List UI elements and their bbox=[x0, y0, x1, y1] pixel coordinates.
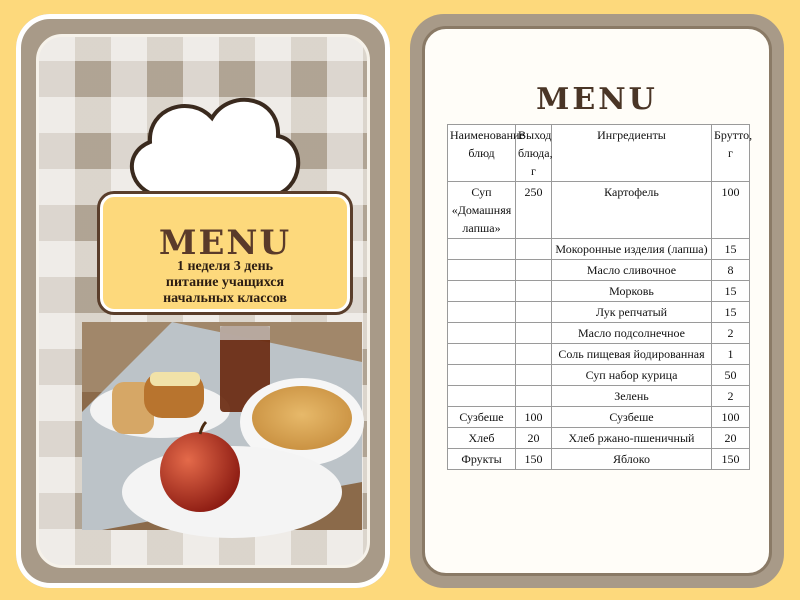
cell-ingredient: Лук репчатый bbox=[552, 302, 712, 323]
cell-yield bbox=[516, 323, 552, 344]
cell-gross: 2 bbox=[712, 386, 750, 407]
cell-ingredient: Сузбеше bbox=[552, 407, 712, 428]
cell-ingredient: Масло сливочное bbox=[552, 260, 712, 281]
table-row bbox=[448, 182, 750, 239]
header-yield: Выход блюда, г bbox=[516, 125, 552, 182]
cover-subtitle-students: питание учащихся bbox=[165, 275, 285, 290]
header-dish: Наименование блюд bbox=[448, 125, 516, 182]
cell-ingredient: Морковь bbox=[552, 281, 712, 302]
table-row bbox=[448, 239, 750, 260]
cell-gross: 100 bbox=[712, 182, 750, 239]
cell-yield: 20 bbox=[516, 428, 552, 449]
cover-subtitle-classes: начальных классов bbox=[163, 291, 287, 306]
cell-gross: 15 bbox=[712, 281, 750, 302]
cell-dish: Сузбеше bbox=[448, 407, 516, 428]
cell-dish bbox=[448, 281, 516, 302]
cell-yield: 150 bbox=[516, 449, 552, 470]
cell-yield: 250 bbox=[516, 182, 552, 239]
cell-gross: 8 bbox=[712, 260, 750, 281]
menu-table bbox=[447, 124, 753, 470]
cell-dish bbox=[448, 323, 516, 344]
cell-dish bbox=[448, 386, 516, 407]
table-row bbox=[448, 386, 750, 407]
cell-ingredient: Яблоко bbox=[552, 449, 712, 470]
cell-gross: 2 bbox=[712, 323, 750, 344]
left-menu-cover bbox=[16, 14, 390, 588]
cell-ingredient: Зелень bbox=[552, 386, 712, 407]
table-header-row bbox=[448, 125, 750, 182]
cell-gross: 1 bbox=[712, 344, 750, 365]
cell-gross: 15 bbox=[712, 302, 750, 323]
table-row bbox=[448, 365, 750, 386]
table-row bbox=[448, 260, 750, 281]
cell-ingredient: Масло подсолнечное bbox=[552, 323, 712, 344]
cell-gross: 100 bbox=[712, 407, 750, 428]
table-row bbox=[448, 428, 750, 449]
cell-ingredient: Мокоронные изделия (лапша) bbox=[552, 239, 712, 260]
table-row bbox=[448, 323, 750, 344]
cell-dish bbox=[448, 302, 516, 323]
cell-yield: 100 bbox=[516, 407, 552, 428]
cell-yield bbox=[516, 260, 552, 281]
cover-menu-title: MENU bbox=[158, 223, 292, 263]
cell-dish bbox=[448, 260, 516, 281]
cell-dish bbox=[448, 344, 516, 365]
cell-ingredient: Суп набор курица bbox=[552, 365, 712, 386]
header-ingredient: Ингредиенты bbox=[552, 125, 712, 182]
lunch-photo bbox=[82, 322, 362, 530]
cell-dish: Фрукты bbox=[448, 449, 516, 470]
cell-ingredient: Соль пищевая йодированная bbox=[552, 344, 712, 365]
cell-gross: 150 bbox=[712, 449, 750, 470]
cell-dish: Суп «Домашняя лапша» bbox=[448, 182, 516, 239]
cell-ingredient: Картофель bbox=[552, 182, 712, 239]
menu-table-body bbox=[448, 182, 750, 470]
table-row bbox=[448, 407, 750, 428]
cell-ingredient: Хлеб ржано-пшеничный bbox=[552, 428, 712, 449]
cell-dish: Хлеб bbox=[448, 428, 516, 449]
table-row bbox=[448, 449, 750, 470]
cell-yield bbox=[516, 365, 552, 386]
cell-gross: 15 bbox=[712, 239, 750, 260]
table-row bbox=[448, 302, 750, 323]
cell-yield bbox=[516, 302, 552, 323]
cell-yield bbox=[516, 239, 552, 260]
table-row bbox=[448, 344, 750, 365]
cell-yield bbox=[516, 344, 552, 365]
cell-gross: 50 bbox=[712, 365, 750, 386]
page-menu-title: MENU bbox=[536, 82, 658, 117]
cell-gross: 20 bbox=[712, 428, 750, 449]
cover-subtitle-week: 1 неделя 3 день bbox=[176, 259, 274, 274]
cell-yield bbox=[516, 281, 552, 302]
table-row bbox=[448, 281, 750, 302]
cell-dish bbox=[448, 239, 516, 260]
header-gross: Брутто, г bbox=[712, 125, 750, 182]
cell-dish bbox=[448, 365, 516, 386]
cell-yield bbox=[516, 386, 552, 407]
title-plate bbox=[100, 194, 350, 312]
